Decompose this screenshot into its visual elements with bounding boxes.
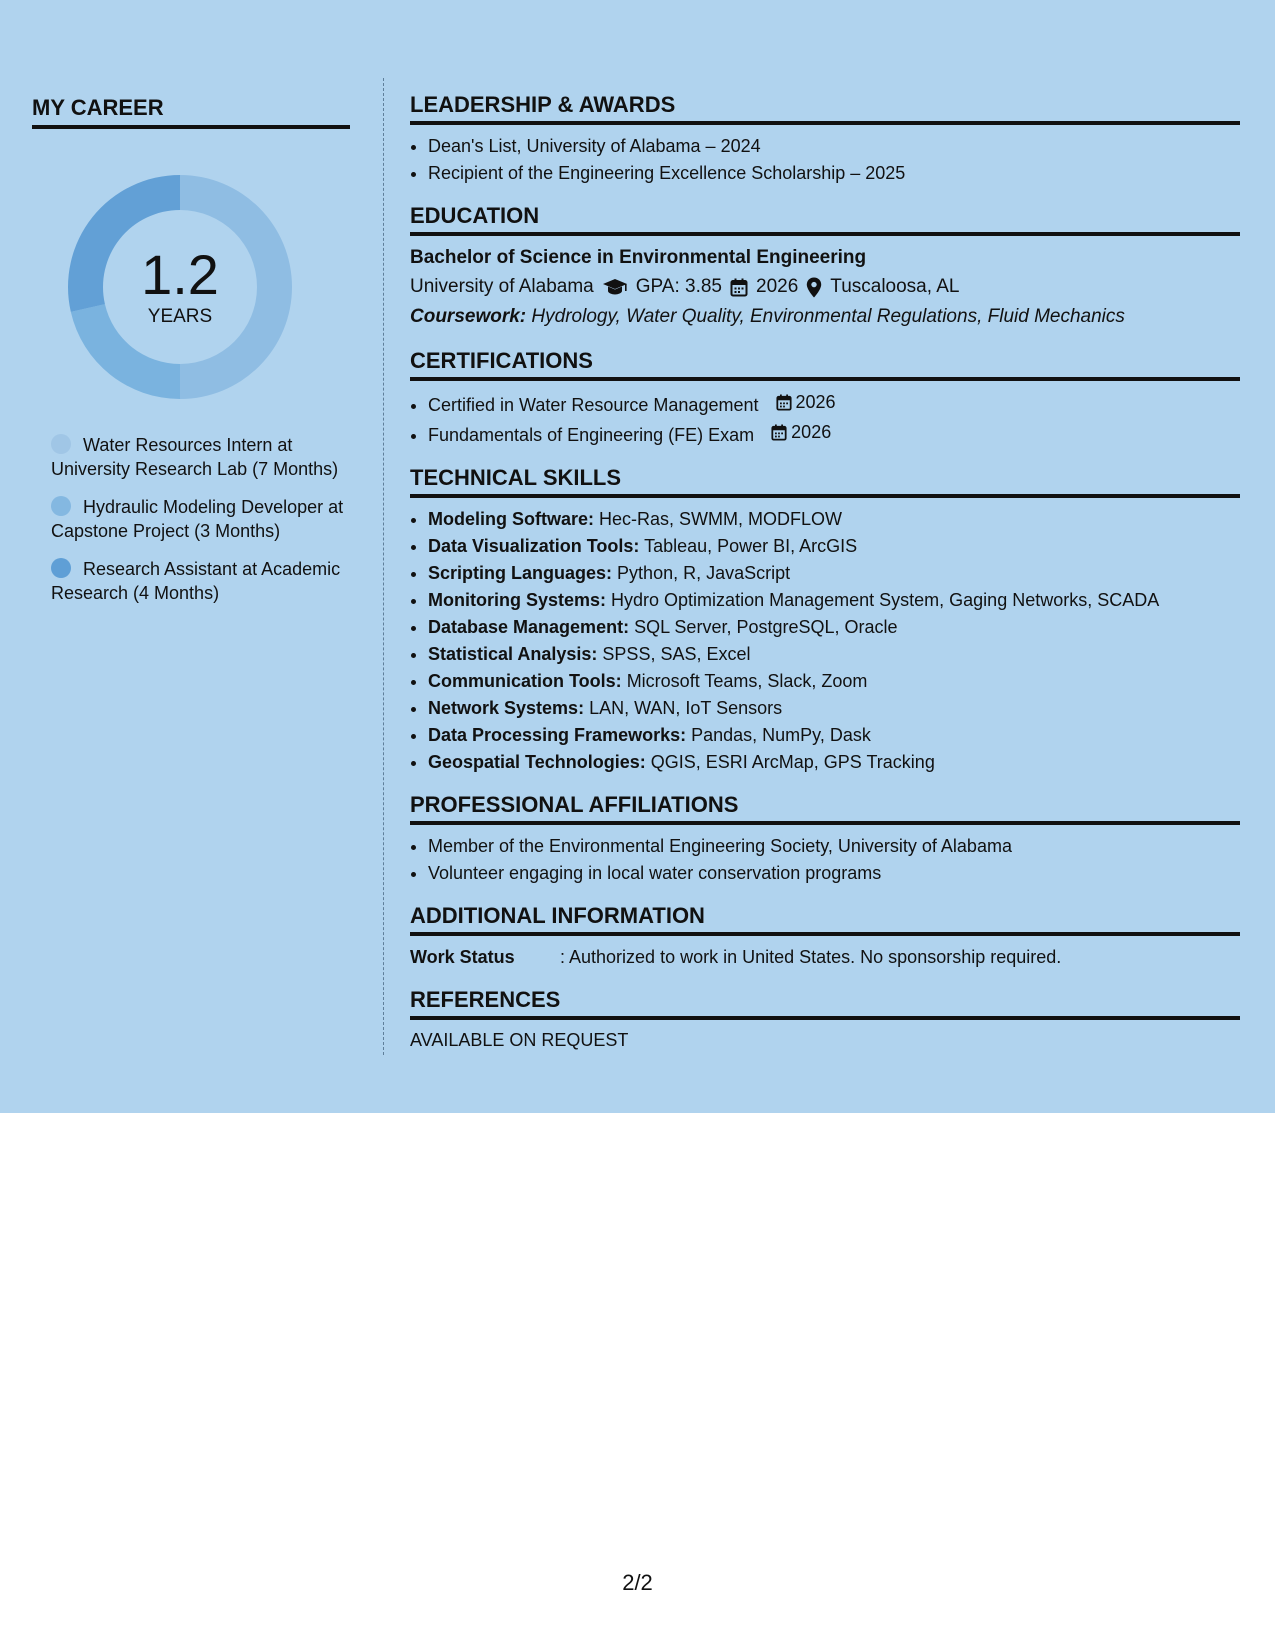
references-title: REFERENCES: [410, 987, 1240, 1020]
skill-item: [428, 722, 1240, 749]
leadership-list: [410, 133, 1240, 187]
work-status-label: Work Status: [410, 947, 515, 967]
skill-value: Python, R, JavaScript: [617, 563, 791, 583]
education-title: EDUCATION: [410, 203, 1240, 236]
skill-value: Tableau, Power BI, ArcGIS: [644, 536, 858, 556]
career-panel: [32, 95, 350, 619]
skill-value: LAN, WAN, IoT Sensors: [589, 698, 783, 718]
education-section: [410, 203, 1240, 332]
list-item: • Volunteer engaging in local water conservation programs: [428, 860, 1240, 887]
skill-value: SQL Server, PostgreSQL, Oracle: [634, 617, 898, 637]
career-legend-item: [51, 557, 350, 605]
education-location: Tuscaloosa, AL: [830, 276, 960, 297]
list-item: • Recipient of the Engineering Excellence Scholarship – 2025: [428, 160, 1240, 187]
skill-item: [428, 695, 1240, 722]
legend-dot-icon: [51, 434, 71, 454]
certifications-section: [410, 348, 1240, 449]
skill-value: Pandas, NumPy, Dask: [691, 725, 871, 745]
calendar-icon: [730, 278, 748, 297]
calendar-icon: [776, 394, 792, 411]
additional-title: ADDITIONAL INFORMATION: [410, 903, 1240, 936]
career-legend-label: Hydraulic Modeling Developer at Capstone Project (3 Months): [51, 497, 344, 541]
career-total-unit: YEARS: [147, 306, 213, 327]
certifications-list: [410, 389, 1240, 449]
career-legend: [32, 433, 350, 605]
work-status-row: [410, 944, 1240, 971]
list-item: [428, 419, 1240, 449]
skill-item: [428, 668, 1240, 695]
education-gpa: GPA: 3.85: [635, 276, 723, 297]
list-item: [428, 389, 1240, 419]
skill-label: Database Management:: [428, 617, 630, 637]
affiliations-section: [410, 792, 1240, 887]
skills-section: [410, 465, 1240, 776]
certifications-title: CERTIFICATIONS: [410, 348, 1240, 381]
education-school: University of Alabama: [410, 276, 594, 297]
calendar-icon: [771, 424, 787, 441]
skill-label: Data Processing Frameworks:: [428, 725, 687, 745]
skill-label: Data Visualization Tools:: [428, 536, 640, 556]
work-status-value: : Authorized to work in United States. No sponsorship required.: [560, 947, 1062, 967]
skills-list: [410, 506, 1240, 776]
certification-year: 2026: [795, 392, 836, 412]
career-legend-label: Water Resources Intern at University Research Lab (7 Months): [51, 435, 339, 479]
certification-name: Fundamentals of Engineering (FE) Exam: [428, 425, 755, 445]
legend-dot-icon: [51, 496, 71, 516]
list-item: • Member of the Environmental Engineering Society, University of Alabama: [428, 833, 1240, 860]
affiliations-list: [410, 833, 1240, 887]
skill-item: [428, 560, 1240, 587]
career-total-years: 1.2: [141, 243, 219, 306]
skill-item: [428, 614, 1240, 641]
main-content: [410, 92, 1240, 1067]
coursework-list: Hydrology, Water Quality, Environmental Regulations, Fluid Mechanics: [531, 306, 1125, 327]
certification-name: Certified in Water Resource Management: [428, 395, 759, 415]
leadership-title: LEADERSHIP & AWARDS: [410, 92, 1240, 125]
skill-label: Geospatial Technologies:: [428, 752, 646, 772]
skill-value: Microsoft Teams, Slack, Zoom: [626, 671, 868, 691]
skill-label: Network Systems:: [428, 698, 585, 718]
skill-label: Communication Tools:: [428, 671, 622, 691]
career-legend-label: Research Assistant at Academic Research (4 Months): [51, 559, 341, 603]
skill-label: Monitoring Systems:: [428, 590, 607, 610]
skill-item: [428, 533, 1240, 560]
page-number: 2/2: [622, 1570, 653, 1595]
skill-value: Hydro Optimization Management System, Gaging Networks, SCADA: [611, 590, 1160, 610]
location-pin-icon: [806, 277, 822, 298]
affiliations-title: PROFESSIONAL AFFILIATIONS: [410, 792, 1240, 825]
skill-label: Statistical Analysis:: [428, 644, 598, 664]
coursework-label: Coursework:: [410, 306, 527, 327]
education-coursework: [410, 302, 1240, 332]
certification-year: 2026: [791, 422, 832, 442]
skill-item: [428, 587, 1240, 614]
references-text: AVAILABLE ON REQUEST: [410, 1030, 629, 1050]
career-title: MY CAREER: [32, 95, 350, 129]
graduation-cap-icon: [602, 278, 628, 296]
skill-item: [428, 641, 1240, 668]
career-legend-item: [51, 433, 350, 481]
additional-section: [410, 903, 1240, 971]
legend-dot-icon: [51, 558, 71, 578]
education-degree: Bachelor of Science in Environmental Engineering: [410, 247, 867, 268]
references-section: [410, 987, 1240, 1051]
leadership-section: [410, 92, 1240, 187]
career-legend-item: [51, 495, 350, 543]
skills-title: TECHNICAL SKILLS: [410, 465, 1240, 498]
skill-value: Hec-Ras, SWMM, MODFLOW: [599, 509, 843, 529]
skill-item: [428, 749, 1240, 776]
skill-label: Scripting Languages:: [428, 563, 613, 583]
skill-label: Modeling Software:: [428, 509, 594, 529]
column-divider: [383, 78, 384, 1055]
education-year: 2026: [756, 276, 799, 297]
skill-value: SPSS, SAS, Excel: [602, 644, 751, 664]
list-item: • Dean's List, University of Alabama – 2024: [428, 133, 1240, 160]
skill-value: QGIS, ESRI ArcMap, GPS Tracking: [650, 752, 935, 772]
career-donut-chart: [66, 173, 294, 401]
education-details: [410, 272, 1240, 302]
skill-item: [428, 506, 1240, 533]
